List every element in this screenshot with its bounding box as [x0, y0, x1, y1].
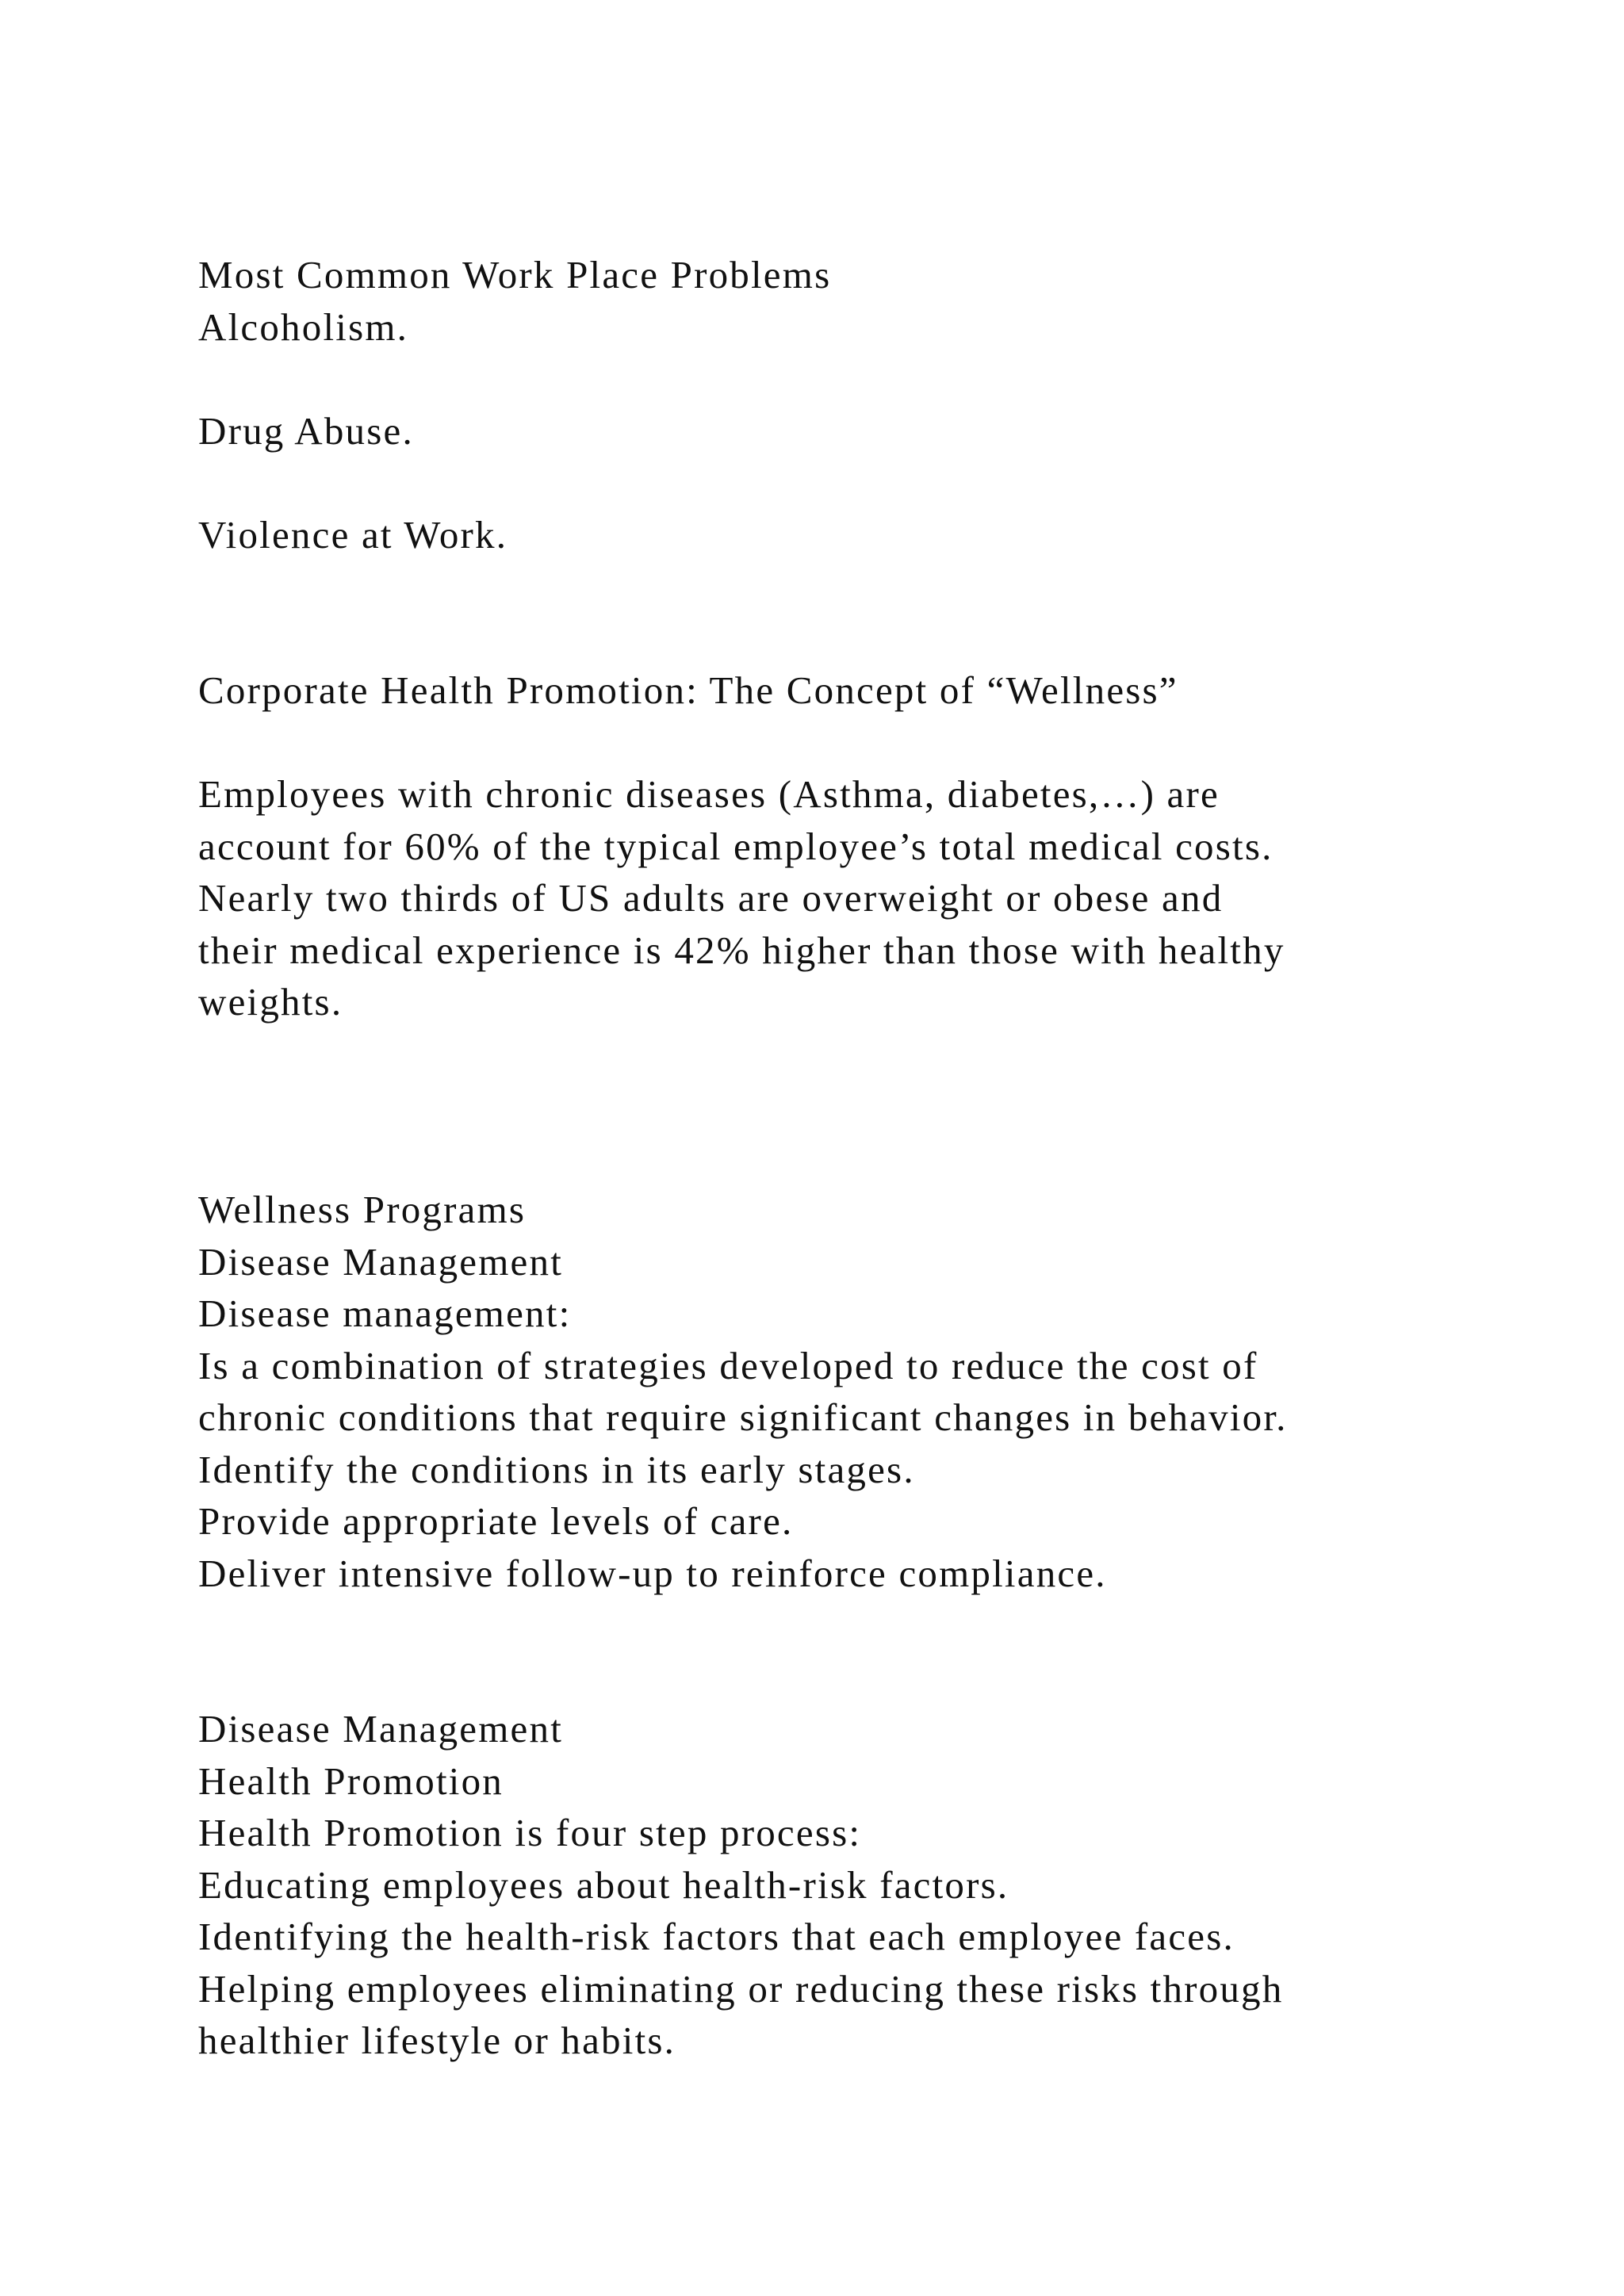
paragraph-line: Employees with chronic diseases (Asthma, diabetes,…) are: [198, 772, 1220, 816]
list-item-drug-abuse: Drug Abuse.: [198, 408, 414, 453]
blank-line: [198, 717, 1467, 769]
blank-line: [198, 1080, 1467, 1132]
blank-line: [198, 561, 1467, 613]
paragraph-line: weights.: [198, 980, 343, 1024]
definition-label: Disease management:: [198, 1292, 572, 1335]
paragraph-line: Nearly two thirds of US adults are overweight or obese and: [198, 876, 1224, 920]
list-item-alcoholism: Alcoholism.: [198, 304, 409, 349]
heading-disease-management: Disease Management: [198, 1239, 564, 1284]
paragraph-line: their medical experience is 42% higher than those with healthy: [198, 928, 1285, 972]
blank-line: [198, 613, 1467, 665]
blank-line: [198, 1132, 1467, 1184]
blank-line: [198, 1651, 1467, 1704]
list-item: healthier lifestyle or habits.: [198, 2019, 676, 2062]
list-item: Identify the conditions in its early stages.: [198, 1447, 915, 1491]
definition-label: Health Promotion is four step process:: [198, 1811, 862, 1854]
paragraph-line: chronic conditions that require significant changes in behavior.: [198, 1395, 1288, 1439]
list-item: Educating employees about health-risk factors.: [198, 1862, 1009, 1907]
section-title-wellness-concept: Corporate Health Promotion: The Concept of “Wellness”: [198, 668, 1178, 712]
heading-disease-management: Disease Management: [198, 1707, 564, 1751]
document-body: [198, 249, 1467, 2067]
heading-wellness-programs: Wellness Programs: [198, 1188, 527, 1231]
section-title-workplace-problems: Most Common Work Place Problems: [198, 253, 832, 297]
list-item: Helping employees eliminating or reducing these risks through: [198, 1966, 1284, 2011]
heading-health-promotion: Health Promotion: [198, 1758, 504, 1803]
paragraph-line: Is a combination of strategies developed to reduce the cost of: [198, 1343, 1258, 1387]
list-item: Identifying the health-risk factors that each employee faces.: [198, 1915, 1235, 1958]
blank-line: [198, 353, 1467, 405]
list-item: Deliver intensive follow-up to reinforce compliance.: [198, 1551, 1107, 1595]
paragraph-line: account for 60% of the typical employee’s total medical costs.: [198, 824, 1274, 868]
blank-line: [198, 457, 1467, 509]
blank-line: [198, 1599, 1467, 1651]
blank-line: [198, 1028, 1467, 1081]
list-item: Provide appropriate levels of care.: [198, 1499, 794, 1543]
list-item-violence: Violence at Work.: [198, 512, 508, 557]
